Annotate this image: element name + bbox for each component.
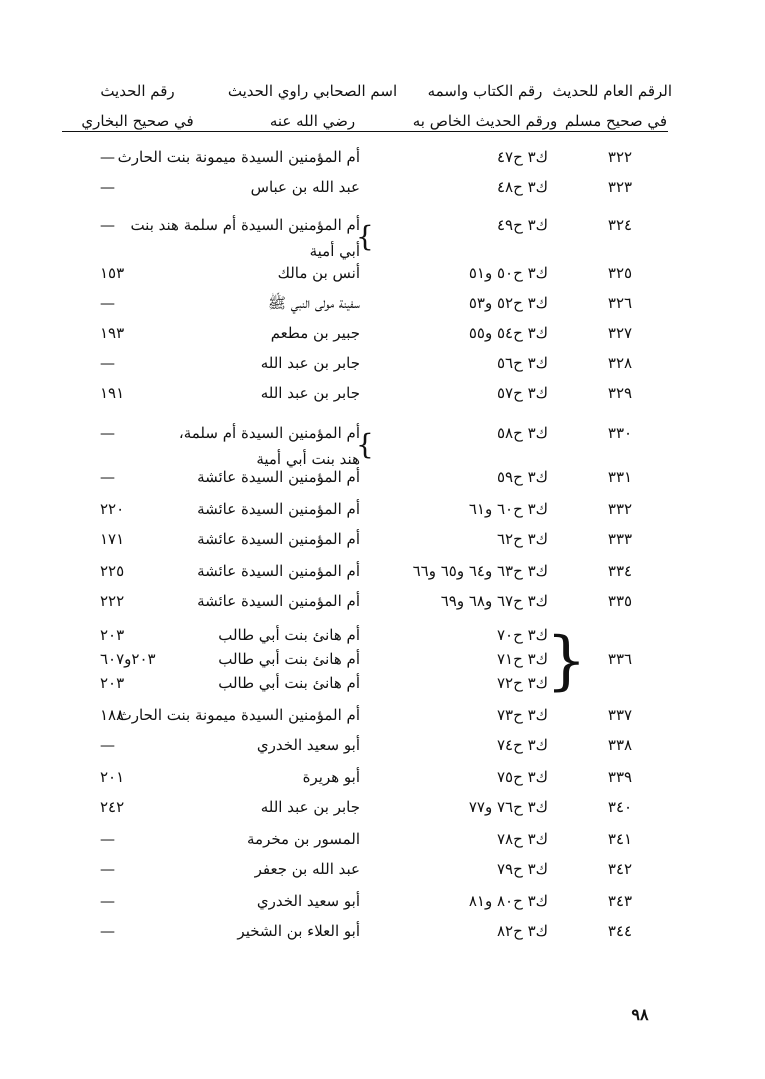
bukhari-number: ٢٢٢ bbox=[100, 592, 125, 610]
book-reference: ك٣ ح٤٩ bbox=[496, 216, 548, 234]
narrator-name: أم المؤمنين السيدة ميمونة بنت الحارث bbox=[117, 706, 360, 724]
bukhari-number: ١٧١ bbox=[100, 530, 125, 548]
table-row bbox=[0, 792, 765, 822]
book-reference: ك٣ ح٥٧ bbox=[496, 384, 548, 402]
general-number: ٣٢٦ bbox=[607, 294, 633, 312]
table-row bbox=[0, 378, 765, 408]
bukhari-number: — bbox=[100, 830, 115, 848]
table-row bbox=[0, 762, 765, 792]
narrator-name: جابر بن عبد الله bbox=[260, 384, 360, 402]
header-bukhari-number-line2: في صحيح البخاري bbox=[81, 112, 194, 130]
table-row bbox=[0, 288, 765, 318]
table-row bbox=[0, 586, 765, 616]
narrator-name: أم المؤمنين السيدة أم سلمة، bbox=[178, 424, 360, 442]
table-row bbox=[0, 172, 765, 202]
general-number: ٣٢٣ bbox=[607, 178, 633, 196]
grouping-brace: { bbox=[356, 220, 374, 253]
book-reference: ك٣ ح٧٢ bbox=[496, 674, 548, 692]
book-reference: ك٣ ح٨٠ و٨١ bbox=[468, 892, 548, 910]
bukhari-number: ٢٠٣و٦٠٧ bbox=[100, 650, 156, 668]
table-row bbox=[0, 348, 765, 378]
general-number: ٣٢٩ bbox=[607, 384, 633, 402]
narrator-name: أم المؤمنين السيدة ميمونة بنت الحارث bbox=[117, 148, 360, 166]
bukhari-number: — bbox=[100, 736, 115, 754]
general-number: ٣٢٨ bbox=[607, 354, 633, 372]
narrator-name: أم هانئ بنت أبي طالب bbox=[218, 650, 360, 668]
book-reference: ك٣ ح٦٣ و٦٤ و٦٥ و٦٦ bbox=[412, 562, 548, 580]
general-number: ٣٢٥ bbox=[607, 264, 633, 282]
table-row bbox=[0, 524, 765, 554]
header-narrator-line2: رضي الله عنه bbox=[269, 112, 356, 130]
narrator-name-continued: هند بنت أبي أمية bbox=[256, 450, 360, 468]
book-reference: ك٣ ح٧١ bbox=[496, 650, 548, 668]
narrator-name: أم المؤمنين السيدة عائشة bbox=[197, 592, 360, 610]
general-number: ٣٣٤ bbox=[607, 562, 633, 580]
header-general-number-line1: الرقم العام للحديث bbox=[552, 82, 672, 100]
narrator-name: عبد الله بن عباس bbox=[250, 178, 360, 196]
narrator-name: جابر بن عبد الله bbox=[260, 798, 360, 816]
book-reference: ك٣ ح٦٢ bbox=[496, 530, 548, 548]
table-row bbox=[0, 462, 765, 492]
bukhari-number: ٢٢٥ bbox=[100, 562, 125, 580]
general-number: ٣٣٥ bbox=[607, 592, 633, 610]
book-reference: ك٣ ح٥٨ bbox=[496, 424, 548, 442]
book-reference: ك٣ ح٨٢ bbox=[496, 922, 548, 940]
narrator-name: أبو هريرة bbox=[302, 768, 360, 786]
table-row bbox=[0, 318, 765, 348]
bukhari-number: ٢٠٣ bbox=[100, 626, 125, 644]
table-row bbox=[0, 916, 765, 946]
page-number: ٩٨ bbox=[631, 1005, 649, 1024]
narrator-name: المسور بن مخرمة bbox=[247, 830, 360, 848]
table-row bbox=[0, 668, 765, 698]
table-row bbox=[0, 556, 765, 586]
book-reference: ك٣ ح٧٣ bbox=[496, 706, 548, 724]
bukhari-number: — bbox=[100, 860, 115, 878]
narrator-name: أم المؤمنين السيدة عائشة bbox=[197, 562, 360, 580]
book-reference: ك٣ ح٧٥ bbox=[496, 768, 548, 786]
general-number: ٣٣٣ bbox=[607, 530, 633, 548]
header-book-reference-line1: رقم الكتاب واسمه bbox=[427, 82, 543, 100]
bukhari-number: — bbox=[100, 468, 115, 486]
general-number: ٣٤١ bbox=[607, 830, 633, 848]
bukhari-number: ٢٢٠ bbox=[100, 500, 125, 518]
book-reference: ك٣ ح٧٠ bbox=[496, 626, 548, 644]
narrator-name: أم المؤمنين السيدة أم سلمة هند بنت bbox=[130, 216, 360, 234]
general-number: ٣٣١ bbox=[607, 468, 633, 486]
narrator-name: عبد الله بن جعفر bbox=[254, 860, 360, 878]
bukhari-number: ٢٠١ bbox=[100, 768, 125, 786]
general-number: ٣٢٧ bbox=[607, 324, 633, 342]
narrator-name: أم المؤمنين السيدة عائشة bbox=[197, 530, 360, 548]
table-row bbox=[0, 494, 765, 524]
book-reference: ك٣ ح٥٤ و٥٥ bbox=[468, 324, 548, 342]
bukhari-number: — bbox=[100, 354, 115, 372]
header-narrator-line1: اسم الصحابي راوي الحديث bbox=[227, 82, 398, 100]
general-number: ٣٤٢ bbox=[607, 860, 633, 878]
narrator-name: أبو سعيد الخدري bbox=[256, 892, 360, 910]
narrator-name: أنس بن مالك bbox=[277, 264, 360, 282]
bukhari-number: ٢٤٢ bbox=[100, 798, 125, 816]
bukhari-number: ١٥٣ bbox=[100, 264, 125, 282]
general-number: ٣٣٢ bbox=[607, 500, 633, 518]
header-bukhari-number-line1: رقم الحديث bbox=[100, 82, 175, 100]
book-reference: ك٣ ح٥٢ و٥٣ bbox=[468, 294, 548, 312]
general-number: ٣٢٢ bbox=[607, 148, 633, 166]
book-reference: ك٣ ح٧٤ bbox=[496, 736, 548, 754]
table-row bbox=[0, 886, 765, 916]
narrator-name: أم المؤمنين السيدة عائشة bbox=[197, 500, 360, 518]
general-number: ٣٣٠ bbox=[607, 424, 633, 442]
bukhari-number: — bbox=[100, 892, 115, 910]
general-number: ٣٣٨ bbox=[607, 736, 633, 754]
table-row bbox=[0, 854, 765, 884]
table-row bbox=[0, 142, 765, 172]
book-reference: ك٣ ح٥٦ bbox=[496, 354, 548, 372]
general-number: ٣٣٦ bbox=[607, 650, 633, 668]
header-general-number-line2: في صحيح مسلم bbox=[564, 112, 668, 130]
bukhari-number: — bbox=[100, 424, 115, 442]
book-reference: ك٣ ح٧٨ bbox=[496, 830, 548, 848]
book-reference: ك٣ ح٧٩ bbox=[496, 860, 548, 878]
narrator-name: جابر بن عبد الله bbox=[260, 354, 360, 372]
table-row bbox=[0, 418, 765, 468]
bukhari-number: ١٨٨ bbox=[100, 706, 125, 724]
table-row bbox=[0, 730, 765, 760]
general-number: ٣٤٣ bbox=[607, 892, 633, 910]
bukhari-number: — bbox=[100, 922, 115, 940]
bukhari-number: ٢٠٣ bbox=[100, 674, 125, 692]
bukhari-number: — bbox=[100, 178, 115, 196]
bukhari-number: — bbox=[100, 148, 115, 166]
narrator-name: أم هانئ بنت أبي طالب bbox=[218, 674, 360, 692]
narrator-name-continued: أبي أمية bbox=[309, 242, 360, 260]
book-reference: ك٣ ح٤٨ bbox=[496, 178, 548, 196]
narrator-name: أم هانئ بنت أبي طالب bbox=[218, 626, 360, 644]
general-number: ٣٤٠ bbox=[607, 798, 633, 816]
narrator-name: أبو سعيد الخدري bbox=[256, 736, 360, 754]
general-number: ٣٤٤ bbox=[607, 922, 633, 940]
general-number: ٣٣٩ bbox=[607, 768, 633, 786]
table-row bbox=[0, 210, 765, 260]
narrator-name: أم المؤمنين السيدة عائشة bbox=[197, 468, 360, 486]
book-reference: ك٣ ح٤٧ bbox=[496, 148, 548, 166]
bukhari-number: — bbox=[100, 216, 115, 234]
reference-grouping-brace: } bbox=[546, 624, 587, 698]
narrator-name: سفينة مولى النبي ﷺ bbox=[267, 294, 360, 312]
general-number: ٣٣٧ bbox=[607, 706, 633, 724]
table-row bbox=[0, 258, 765, 288]
book-reference: ك٣ ح٦٧ و٦٨ و٦٩ bbox=[440, 592, 548, 610]
book-reference: ك٣ ح٦٠ و٦١ bbox=[468, 500, 548, 518]
table-row bbox=[0, 824, 765, 854]
book-reference: ك٣ ح٥٠ و٥١ bbox=[468, 264, 548, 282]
general-number: ٣٢٤ bbox=[607, 216, 633, 234]
header-book-reference-line2: ورقم الحديث الخاص به bbox=[412, 112, 558, 130]
grouping-brace: { bbox=[356, 428, 374, 461]
book-reference: ك٣ ح٥٩ bbox=[496, 468, 548, 486]
book-reference: ك٣ ح٧٦ و٧٧ bbox=[468, 798, 548, 816]
table-row bbox=[0, 700, 765, 730]
narrator-name: جبير بن مطعم bbox=[270, 324, 360, 342]
bukhari-number: ١٩١ bbox=[100, 384, 125, 402]
bukhari-number: — bbox=[100, 294, 115, 312]
narrator-name: أبو العلاء بن الشخير bbox=[237, 922, 360, 940]
bukhari-number: ١٩٣ bbox=[100, 324, 125, 342]
